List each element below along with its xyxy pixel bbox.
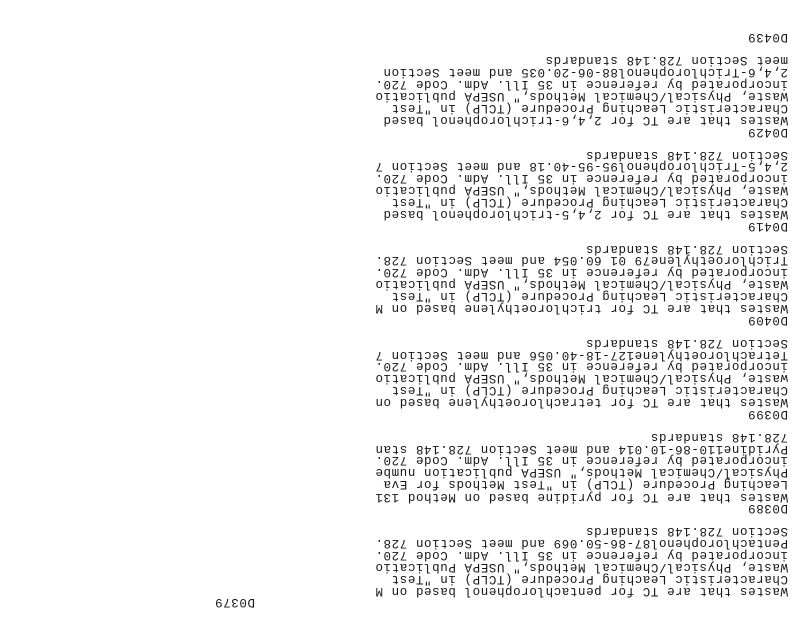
text-line: incorporated by reference in 35 Ill. Adm. Code 720. <box>374 265 788 279</box>
text-line: Waste, Physical/Chemical Methods," USEPA publicatio <box>374 89 788 103</box>
text-line: D0399 <box>747 407 788 421</box>
text-line: waste, Physical/Chemical Methods," USEPA publicatio <box>374 371 788 385</box>
text-line: 2,4,6-Trichlorophenol88-06-20.035 and meet Section <box>382 65 788 79</box>
text-line: Characteristic Leaching Procedure (TCLP) in "Test <box>391 572 788 586</box>
text-line: Wastes that are TC for pyridine based on Method 131 <box>374 490 788 504</box>
text-line: Section 728.148 standards <box>585 148 788 162</box>
text-line: Physical/Chemical Methods," USEPA publication numbe <box>374 465 788 479</box>
text-line: D0389 <box>747 501 788 515</box>
text-line: Characteristic Leaching Procedure (TCLP) in "Test <box>391 195 788 209</box>
text-line: incorporated by reference in 35 Ill. Adm. Code 720. <box>374 171 788 185</box>
text-line: D0379 <box>214 595 255 609</box>
text-line: incorporated by reference in 35 Ill. Adm. Code 720. <box>374 359 788 373</box>
text-line: Trichloroethylene79 01 60.054 and meet Section 728. <box>374 253 788 267</box>
text-line: meet Section 728.148 standards <box>544 53 788 67</box>
text-line: Waste, Physical/Chemical Methods," USEPA publicatio <box>374 277 788 291</box>
text-line: Section 728.148 standards <box>585 242 788 256</box>
text-line: Characteristic Leaching Procedure (TCLP) in "Test <box>391 383 788 397</box>
text-line: Wastes that are TC for pentachlorophenol based on M <box>374 584 788 598</box>
text-line: Wastes that are TC for tetrachloroethylene based on <box>374 395 788 409</box>
text-line: D0409 <box>747 313 788 327</box>
text-line: Characteristic Leaching Procedure (TCLP) in "Test <box>391 289 788 303</box>
text-line: Pyridine110-86-10.014 and meet Section 728.148 stan <box>374 442 788 456</box>
text-line: Waste, Physical/Chemical Methods," USEPA publicatio <box>374 183 788 197</box>
text-line: Wastes that are TC for 2,4,6-trichlorophenol based <box>382 113 788 127</box>
text-line: D0429 <box>747 125 788 139</box>
text-line: Pentachlorophenol87-86-50.069 and meet Section 728. <box>374 536 788 550</box>
text-line: Leaching Procedure (TCLP) in "Test Methods for Eva <box>382 477 788 491</box>
text-line: Waste, Physical/Chemical Methods," USEPA Publicatio <box>374 560 788 574</box>
text-line: incorporated by reference in 35 Ill. Adm. Code 720. <box>374 548 788 562</box>
text-line: Section 728.148 standards <box>585 336 788 350</box>
text-line: incorporated by reference in 35 Ill. Adm. Code 720. <box>374 77 788 91</box>
text-line: incorporated by reference in 35 Ill. Adm. Code 720. <box>374 453 788 467</box>
text-line: D0419 <box>747 219 788 233</box>
text-line: Section 728.148 standards <box>585 524 788 538</box>
text-line: Characteristic Leaching Procedure (TCLP) in "Test <box>391 101 788 115</box>
text-line: 728.148 standards <box>650 430 788 444</box>
text-line: Wastes that are TC for trichloroethylene based on M <box>374 301 788 315</box>
text-line: D0439 <box>747 30 788 44</box>
text-line: Tetrachloroethylene127-18-40.056 and meet Section 7 <box>374 348 788 362</box>
text-line: Wastes that are TC for 2,4,5-trichlorophenol based <box>382 207 788 221</box>
text-line: 2,4,5-Trichlorophenol95-95-40.18 and meet Section 7 <box>374 159 788 173</box>
